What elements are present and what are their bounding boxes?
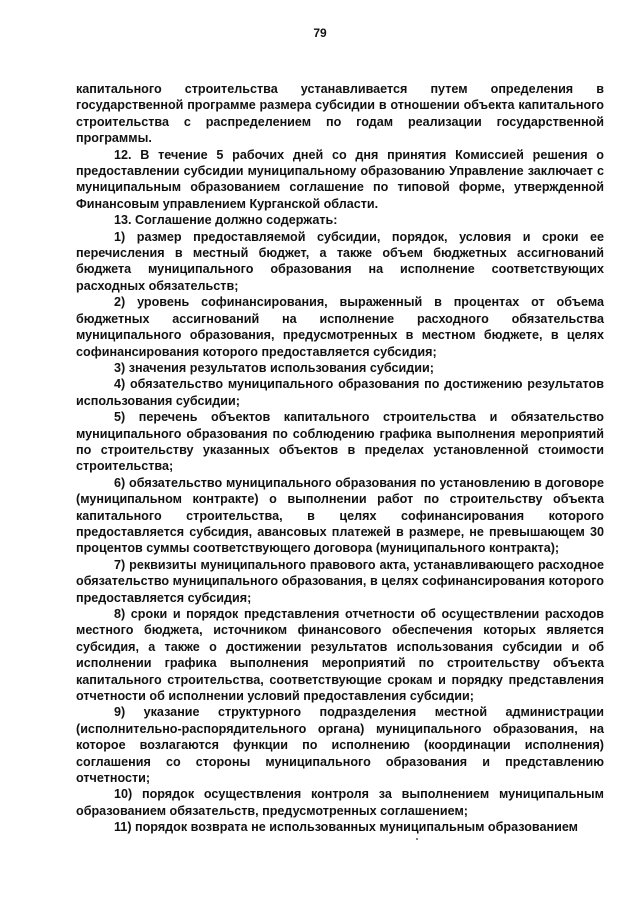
list-item-9: 9) указание структурного подразделения местной администрации (исполнительно-распорядительного органа) муниципального образования, на которое возлагаются функции по исполнению (координации исполнения) соглашения со стороны муниципального образования и представлению отчетности;	[76, 705, 604, 786]
document-body	[76, 81, 604, 836]
list-item-7: 7) реквизиты муниципального правового акта, устанавливающего расходное обязательство муниципального образования, в целях софинансирования которого предоставляется субсидия;	[76, 557, 604, 605]
list-item-5: 5) перечень объектов капитального строительства и обязательство муниципального образования по соблюдению графика выполнения мероприятий по строительству указанных объектов в пределах установленной стоимости строительства;	[76, 410, 604, 474]
paragraph-clause-13: 13. Соглашение должно содержать:	[114, 213, 338, 228]
list-item-8: 8) сроки и порядок представления отчетности об осуществлении расходов местного бюджета, источником финансового обеспечения которых является субсидия, а также о достижении результатов использования субсидии и об исполнении графика выполнения мероприятий по строительству объекта капитального строительства, соответствующие срокам и порядку представления отчетности об исполнении условий предоставления субсидии;	[76, 607, 604, 704]
paragraph-clause-12: 12. В течение 5 рабочих дней со дня принятия Комиссией решения о предоставлении субсидии муниципальному образованию Управление заключает с муниципальным образованием соглашение по типовой форме, утвержденной Финансовым управлением Курганской области.	[76, 147, 604, 211]
scan-speck	[416, 838, 418, 840]
paragraph-continuation: капитального строительства устанавливается путем определения в государственной программе размера субсидии в отношении объекта капитального строительства с распределением по годам реализации государственной программы.	[76, 82, 604, 146]
list-item-6: 6) обязательство муниципального образования по установлению в договоре (муниципальном контракте) о выполнении работ по строительству объекта капитального строительства, в целях софинансирования которого предоставляется субсидия, авансовых платежей в размере, не превышающем 30 процентов суммы соответствующего договора (муниципального контракта);	[76, 475, 604, 556]
list-item-1: 1) размер предоставляемой субсидии, порядок, условия и сроки ее перечисления в местный бюджет, а также объем бюджетных ассигнований бюджета муниципального образования на исполнение соответствующих расходных обязательств;	[76, 229, 604, 293]
list-item-10: 10) порядок осуществления контроля за выполнением муниципальным образованием обязательств, предусмотренных соглашением;	[76, 787, 604, 818]
list-item-3: 3) значения результатов использования субсидии;	[114, 360, 434, 375]
list-item-11: 11) порядок возврата не использованных муниципальным образованием	[114, 820, 578, 835]
list-item-2: 2) уровень софинансирования, выраженный в процентах от объема бюджетных ассигнований на исполнение расходного обязательства муниципального образования, предусмотренных в местном бюджете, в целях софинансирования которого предоставляется субсидия;	[76, 295, 604, 359]
page-number: 79	[313, 26, 327, 40]
list-item-4: 4) обязательство муниципального образования по достижению результатов использования субсидии;	[76, 377, 604, 408]
